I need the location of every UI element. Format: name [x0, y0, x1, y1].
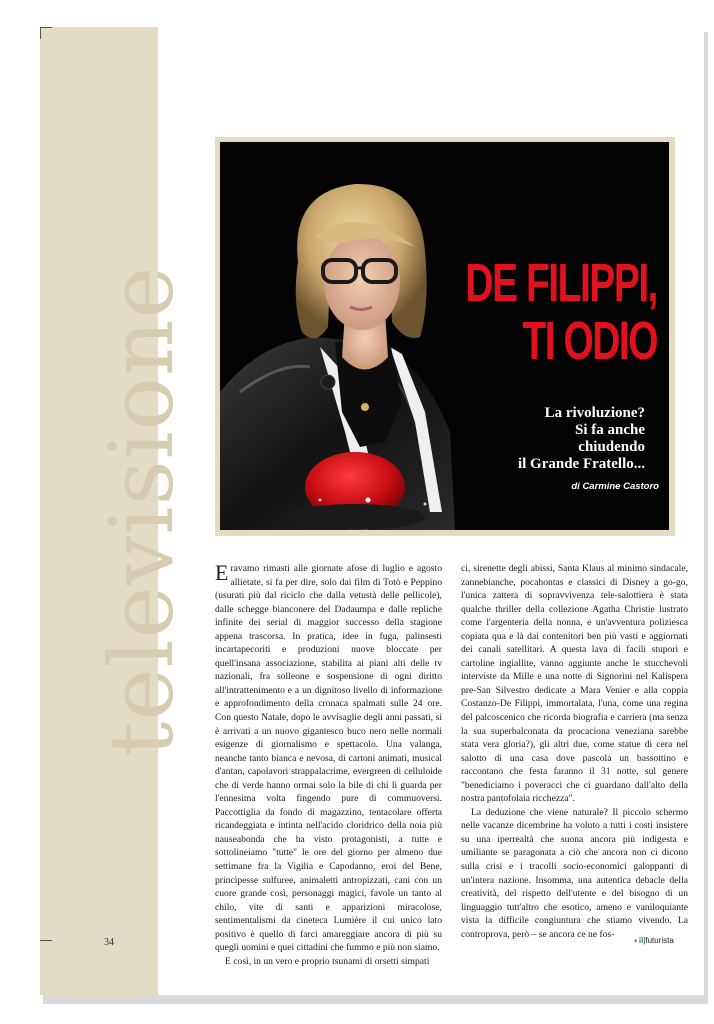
crop-mark [40, 940, 52, 941]
subhead-line: il Grande Fratello... [517, 456, 645, 472]
cover-photo [220, 142, 669, 530]
logo-prefix: il [638, 936, 644, 945]
crop-mark [40, 27, 41, 39]
paragraph-2: ci, sirenette degli abissi, Santa Klaus al minimo sindacale, zannebianche, pocahontas e classici di Disney a go-go, l'unica zattera di sopravvivenza tele-salottiera è stata qualche thriller della collezione Agatha Christie lustrato come l'argenteria della nonna, e un'avventura poliziesca copiata qua e là dai contenitori ben più vasti e aggiornati dei canali satellitari. A questa lava di facili stupori e cartoline ingiallite, vanno aggiunte anche le stucchevoli interviste da Mille e una notte di Signorini nel Kalispera pre-San Silvestro dedicate a Mara Venier e alla coppia Costanzo-De Filippi, immortalata, l'una, come una regina del palcoscenico che ricorda biografia e carriera (ma senza la sua superbalconata da procaciona veneziana sarebbe stata vera gloria?), gli altri due, come statue di cera nel salotto di una casa dove pascola un bassottino e raccontano che festa faranno il 31 notte, sul genere "benediciamo i poveracci che ci guardano dall'alto della nostra pantofolaia ricchezza". [461, 563, 688, 805]
paragraph-1-text: ravamo rimasti alle giornate afose di luglio e agosto allietate, si fa per dire, solo dai film di Totò e Peppino (usurati più dal riciclo che dalla vetustà delle pellicole), dalle schegge bianconere del Dadaumpa e dalle repliche infinite dei serial di maggior successo della stagione appena trascorsa. In pratica, idee in fuga, palinsesti incartapecoriti e produzioni nuove bloccate per quell'insana associazione, stabilita ai piani alti delle tv nazionali, fra solleone e sospensione di ogni diritto all'intrattenimento e a un dignitoso livello di informazione e approfondimento della cronaca spalmati sulle 24 ore. Con questo Natale, dopo le avvisaglie degli anni passati, si è arrivati a un nuovo gigantesco buco nero nelle normali esigenze di giornalismo e spettacolo. Una valanga, neanche tanto bianca e nevosa, di cartoni animati, musical d'antan, capolavori strappalacrime, evergreen di celluloide che di verde hanno ormai solo la bile di chi li guarda per l'ennesima volta fingendo pure di commuoversi. Paccottiglia da fondo di magazzino, tentacolare offerta ricandeggiata e intinta nell'acido cloridrico della noia più nauseabonda che ha visto protagonisti, a tutte e sottolineiamo "tutte" le ore del giorno per almeno due settimane fra la Vigilia e Capodanno, eroi del Bene, principesse sulfuree, animaletti antropizzati, cani con un cuore grande così, personaggi magici, favole un tanto al chilo, vite di santi e apparizioni miracolose, sentimentalismi da cineteca Lumière il cui unico lato positivo è quello di farci amareggiare ancora di più su quegli uomini e quei cittadini che fummo e più non siamo. [215, 563, 442, 954]
magazine-logo: ◐il|futurista [634, 936, 674, 945]
paragraph-3: La deduzione che viene naturale? Il piccolo schermo nelle vacanze dicembrine ha voluto a tutti i costi insistere su una iperrealtà che suona ancora più indigesta e umiliante se paragonata a ciò che ancora non ci dicono sulla crisi e i tracolli socio-economici galoppanti di un'intera nazione. Insomma, una autentica debacle della creatività, del rispetto dell'utente e del bisogno di un linguaggio tutt'altro che esotico, ameno e vaniloquiante vista la difficile congiuntura che stiamo vivendo. La controprova, però – se ancora ce ne fos- [461, 806, 688, 940]
subheadline [518, 405, 645, 473]
photo-frame [215, 137, 675, 536]
subhead-line: Si fa anche [574, 422, 645, 438]
paragraph-2-start: E così, in un vero e proprio tsunami di orsetti simpati [225, 955, 430, 967]
logo-mark-icon: ◐ [634, 936, 639, 945]
byline: di Carmine Castoro [571, 481, 659, 492]
page-number: 34 [104, 937, 114, 948]
section-title: televisione [90, 265, 193, 757]
crop-mark [40, 27, 52, 28]
headline [465, 254, 657, 370]
text-column-right [461, 562, 688, 941]
drop-cap: E [215, 560, 229, 585]
headline-line-2: TI ODIO [522, 311, 657, 371]
headline-line-1: DE FILIPPI, [465, 253, 657, 313]
text-column-left [215, 562, 442, 968]
paragraph-1 [215, 562, 442, 955]
subhead-line: chiudendo [578, 439, 645, 455]
subhead-line: La rivoluzione? [544, 405, 645, 421]
logo-name: futurista [645, 936, 674, 945]
magazine-page [40, 27, 704, 995]
